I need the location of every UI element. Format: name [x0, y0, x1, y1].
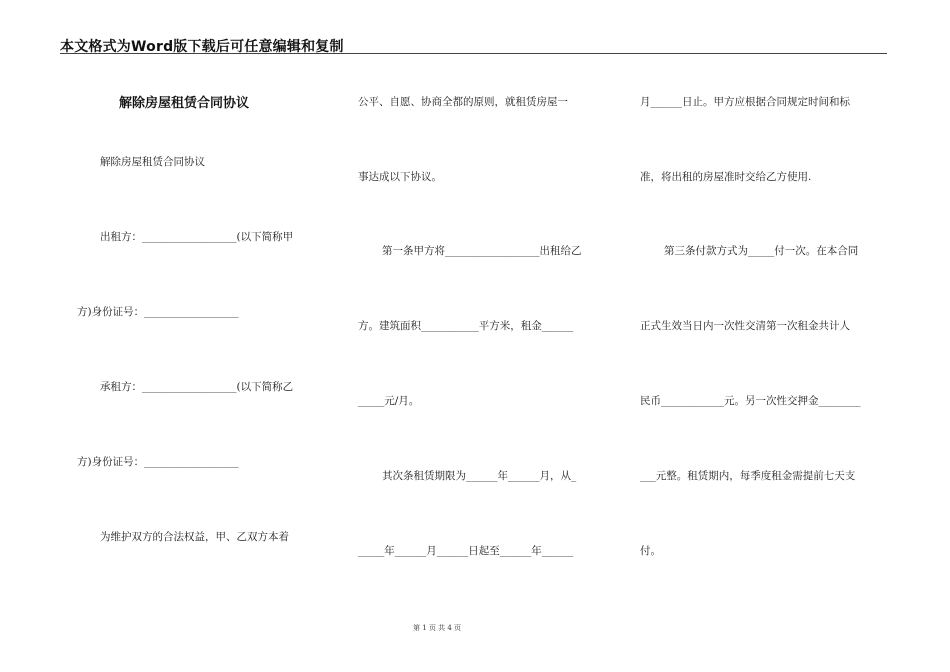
page-header-title: 本文格式为Word版下载后可任意编辑和复制 [60, 39, 344, 55]
column2-line: 第一条甲方将__________________出租给乙 [382, 245, 582, 257]
page-number: 第 1 页 共 4 页 [413, 624, 462, 632]
column2-line: 方。建筑面积___________平方米，租金______ [358, 320, 574, 332]
document-title: 解除房屋租赁合同协议 [119, 96, 250, 111]
column1-line: 方)身份证号：__________________ [77, 456, 239, 468]
column3-line: 付。 [640, 545, 661, 557]
header-divider [60, 53, 887, 54]
column2-line: 其次条租赁期限为______年______月，从_ [382, 470, 577, 482]
column1-line: 方)身份证号：__________________ [77, 306, 239, 318]
column2-line: 公平、自愿、协商全都的原则，就租赁房屋一 [358, 96, 568, 108]
column3-line: 第三条付款方式为_____付一次。在本合同 [664, 245, 859, 257]
column2-line: _____年______月______日起至______年______ [358, 545, 574, 557]
column1-line: 解除房屋租赁合同协议 [100, 156, 205, 168]
column3-line: 准，将出租的房屋准时交给乙方使用. [640, 171, 812, 183]
column1-line: 承租方：__________________(以下简称乙 [100, 381, 294, 393]
column3-line: 民币____________元。另一次性交押金________ [640, 395, 861, 407]
column2-line: _____元/月。 [358, 395, 420, 407]
column1-line: 为维护双方的合法权益，甲、乙双方本着 [100, 531, 289, 543]
column3-line: 月______日止。甲方应根据合同规定时间和标 [640, 96, 850, 108]
column2-line: 事达成以下协议。 [358, 171, 442, 183]
column3-line: 正式生效当日内一次性交清第一次租金共计人 [640, 320, 850, 332]
column3-line: ___元整。租赁期内，每季度租金需提前七天支 [640, 470, 856, 482]
column1-line: 出租方：__________________(以下简称甲 [100, 231, 294, 243]
